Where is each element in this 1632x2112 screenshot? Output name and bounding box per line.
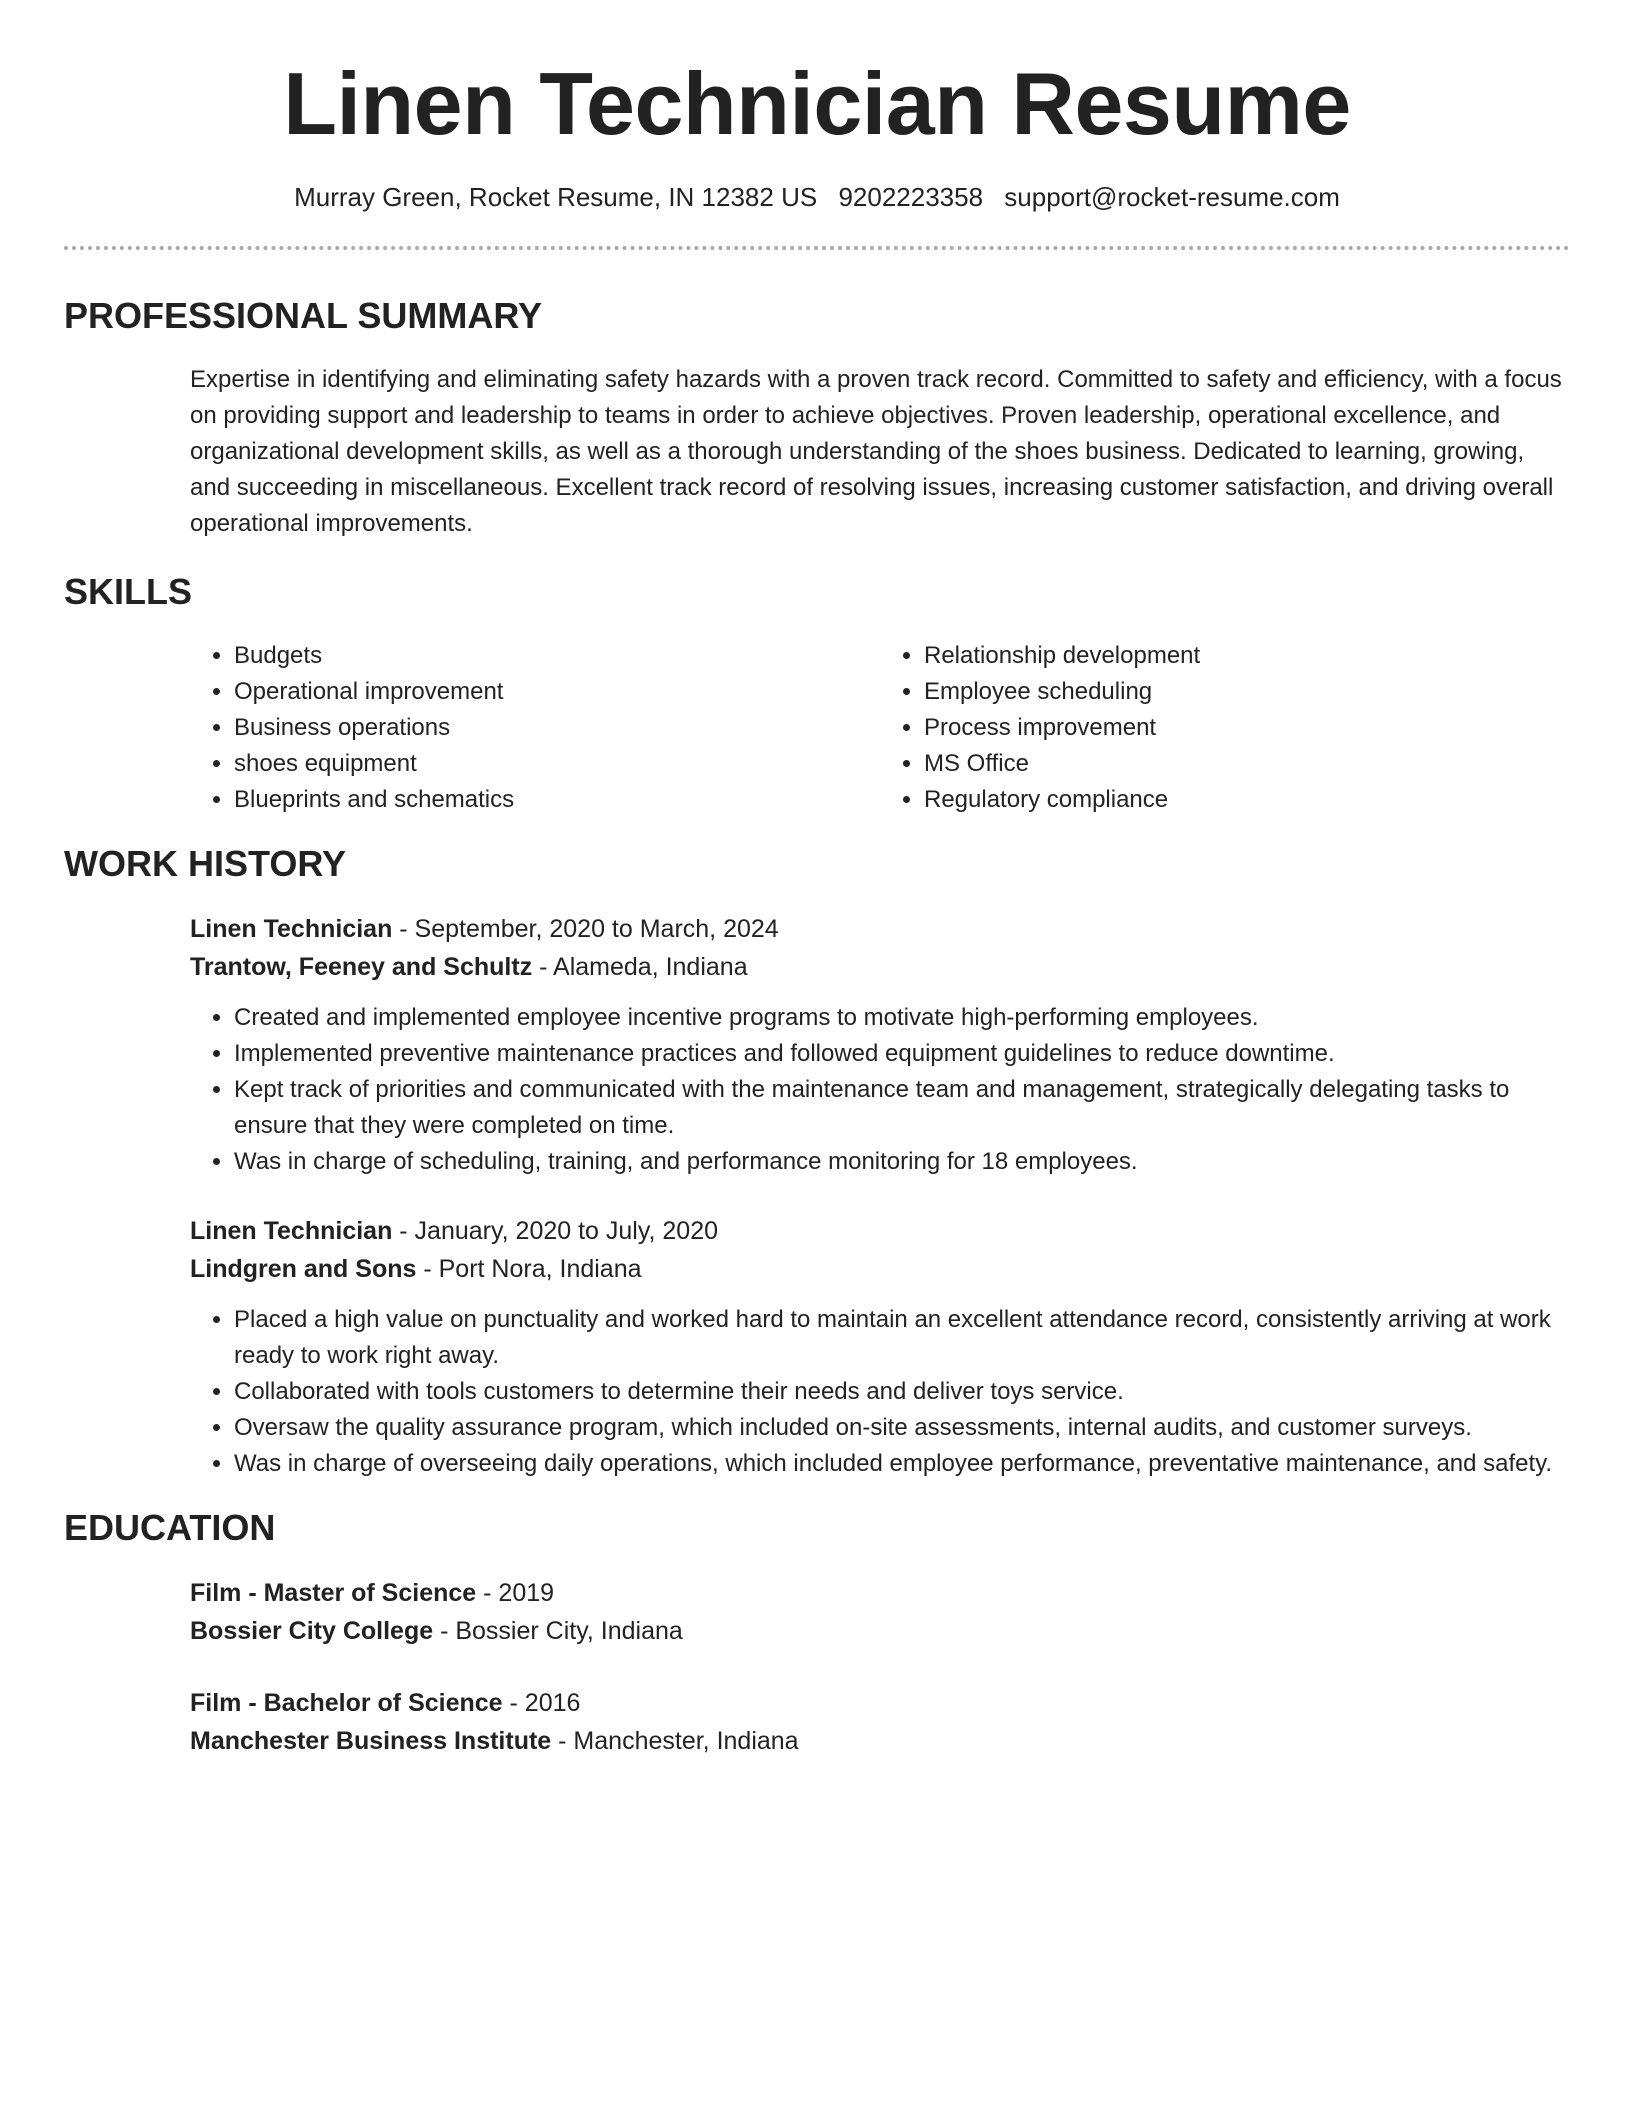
job-company: Lindgren and Sons (190, 1255, 417, 1283)
skill-item: • Budgets (234, 638, 880, 674)
degree-year: - 2016 (502, 1689, 581, 1717)
skill-item: • Employee scheduling (924, 674, 1570, 710)
job-title: Linen Technician (190, 1217, 393, 1245)
work-history-heading: WORK HISTORY (64, 843, 347, 884)
contact-line (64, 180, 1570, 214)
skill-item: • Regulatory compliance (924, 782, 1570, 818)
job-dates: - January, 2020 to July, 2020 (392, 1217, 719, 1245)
job-bullets (64, 1000, 1570, 1180)
header-divider (64, 246, 1570, 250)
summary-heading: PROFESSIONAL SUMMARY (64, 295, 543, 336)
job-title-line (190, 910, 1570, 948)
skills-heading: SKILLS (64, 571, 193, 612)
contact-email: support@rocket-resume.com (1004, 182, 1340, 212)
skill-item: • Operational improvement (234, 674, 880, 710)
skills-list-left (190, 638, 880, 818)
school: Manchester Business Institute (190, 1727, 552, 1755)
skills-section (64, 570, 1570, 818)
job-bullet: • Oversaw the quality assurance program, which included on-site assessments, internal audits, and customer surveys. (234, 1410, 1570, 1446)
job-location: - Port Nora, Indiana (416, 1255, 642, 1283)
school-location: - Manchester, Indiana (551, 1727, 799, 1755)
work-history-section (64, 842, 1570, 1482)
school: Bossier City College (190, 1617, 434, 1645)
education-entry (190, 1684, 1570, 1760)
job-company-line (190, 1250, 1570, 1288)
job-title-line (190, 1212, 1570, 1250)
job-bullet: • Kept track of priorities and communicated with the maintenance team and management, strategically delegating tasks to ensure that they were completed on time. (234, 1072, 1570, 1144)
job-bullets (64, 1302, 1570, 1482)
school-line (190, 1722, 1570, 1760)
job-bullet: • Placed a high value on punctuality and worked hard to maintain an excellent attendance record, consistently arriving at work ready to work right away. (234, 1302, 1570, 1374)
summary-text: Expertise in identifying and eliminating safety hazards with a proven track record. Committed to safety and efficiency, with a focus on providing support and leadership to teams in order to achieve objectives. Proven leadership, operational excellence, and organizational development skills, as well as a thorough understanding of the shoes business. Dedicated to learning, growing, and succeeding in miscellaneous. Excellent track record of resolving issues, increasing customer satisfaction, and driving overall operational improvements. (190, 366, 1562, 537)
job-title: Linen Technician (190, 915, 393, 943)
job-dates: - September, 2020 to March, 2024 (392, 915, 779, 943)
degree-line (190, 1574, 1570, 1612)
contact-address: Murray Green, Rocket Resume, IN 12382 US (294, 182, 818, 212)
resume-page (64, 0, 1570, 1760)
skill-item: • Relationship development (924, 638, 1570, 674)
job-bullet: • Created and implemented employee incentive programs to motivate high-performing employees. (234, 1000, 1570, 1036)
job-company: Trantow, Feeney and Schultz (190, 953, 533, 981)
job-bullet: • Collaborated with tools customers to determine their needs and deliver toys service. (234, 1374, 1570, 1410)
job-bullet: • Was in charge of overseeing daily operations, which included employee performance, preventative maintenance, and safety. (234, 1446, 1570, 1482)
education-entry (190, 1574, 1570, 1650)
job-bullet: • Implemented preventive maintenance practices and followed equipment guidelines to reduce downtime. (234, 1036, 1570, 1072)
school-line (190, 1612, 1570, 1650)
job-entry (190, 910, 1570, 1180)
degree: Film - Bachelor of Science (190, 1689, 503, 1717)
skill-item: • MS Office (924, 746, 1570, 782)
education-heading: EDUCATION (64, 1507, 276, 1548)
contact-phone: 9202223358 (838, 182, 984, 212)
skill-item: • Process improvement (924, 710, 1570, 746)
job-entry (190, 1212, 1570, 1482)
degree-line (190, 1684, 1570, 1722)
skills-list-right (880, 638, 1570, 818)
job-company-line (190, 948, 1570, 986)
education-section (64, 1506, 1570, 1760)
skill-item: • shoes equipment (234, 746, 880, 782)
skill-item: • Business operations (234, 710, 880, 746)
resume-title: Linen Technician Resume (283, 54, 1351, 153)
skill-item: • Blueprints and schematics (234, 782, 880, 818)
summary-section (64, 294, 1570, 542)
school-location: - Bossier City, Indiana (433, 1617, 683, 1645)
skills-columns (190, 638, 1570, 818)
job-bullet: • Was in charge of scheduling, training, and performance monitoring for 18 employees. (234, 1144, 1570, 1180)
degree-year: - 2019 (476, 1579, 555, 1607)
degree: Film - Master of Science (190, 1579, 477, 1607)
job-location: - Alameda, Indiana (532, 953, 748, 981)
